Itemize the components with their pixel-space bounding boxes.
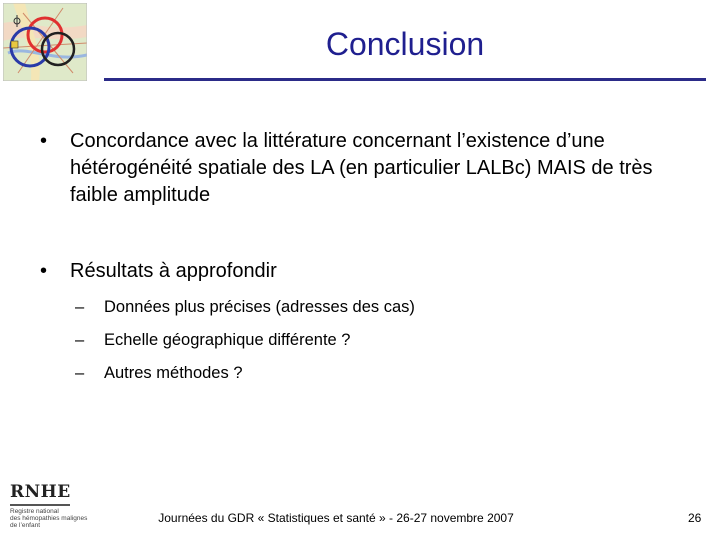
logo-subtitle-line: Registre national xyxy=(10,508,59,515)
sub-bullet-list xyxy=(40,297,680,384)
sub-bullet-marker: – xyxy=(75,364,85,382)
slide-title: Conclusion xyxy=(325,26,485,62)
bullet-text: Concordance avec la littérature concernant l’existence d’une hétérogénéité spatiale des LA (en particulier LALBc) MAIS de très faible amplitude xyxy=(70,130,653,206)
page-number: 26 xyxy=(688,511,702,525)
footer-text: Journées du GDR « Statistiques et santé » - 26-27 novembre 2007 xyxy=(158,511,514,525)
sub-bullet-item xyxy=(75,297,680,318)
sub-bullet-text: Autres méthodes ? xyxy=(104,364,243,382)
logo-title: RNHE xyxy=(10,482,71,502)
sub-bullet-item xyxy=(75,330,680,351)
sub-bullet-item xyxy=(75,363,680,384)
map-thumbnail-image xyxy=(3,3,87,81)
logo-subtitle-line: de l’enfant xyxy=(10,522,40,529)
bullet-item xyxy=(40,128,660,209)
bullet-text: Résultats à approfondir xyxy=(70,260,277,282)
logo-subtitle-line: des hémopathies malignes xyxy=(10,515,88,522)
bullet-item xyxy=(40,258,680,285)
sub-bullet-marker: – xyxy=(75,331,85,349)
logo-divider xyxy=(10,504,70,506)
bullet-marker: • xyxy=(40,130,48,152)
sub-bullet-marker: – xyxy=(75,298,85,316)
sub-bullet-text: Echelle géographique différente ? xyxy=(104,331,351,349)
sub-bullet-text: Données plus précises (adresses des cas) xyxy=(104,298,415,316)
bullet-marker: • xyxy=(40,260,48,282)
title-underline xyxy=(104,78,706,81)
rnhe-logo xyxy=(10,482,120,534)
bullet-list xyxy=(40,128,680,396)
